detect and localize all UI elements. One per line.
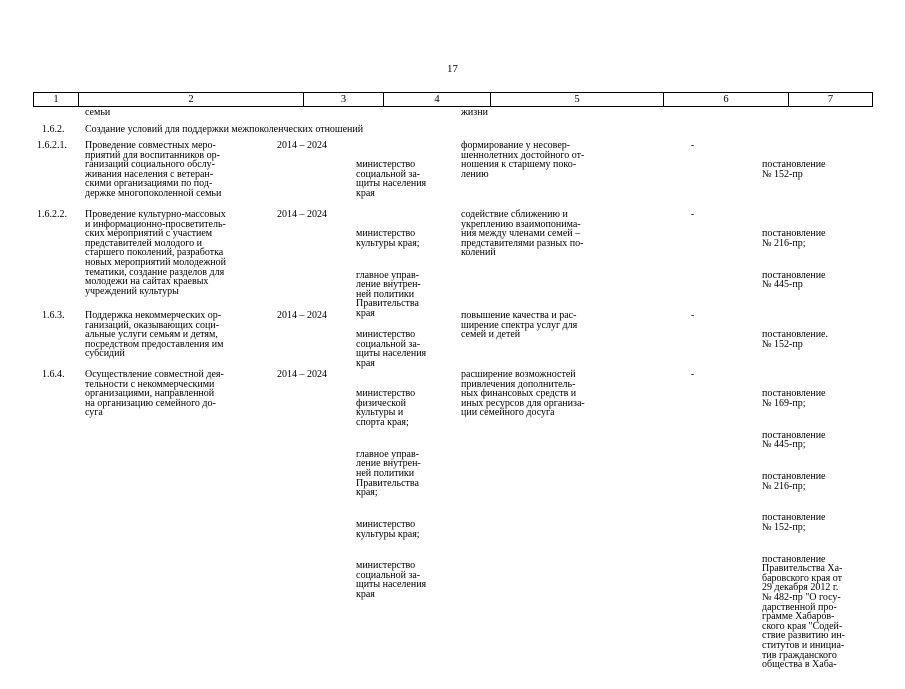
header-col-7: 7 (827, 94, 834, 105)
executor: главное управ- ление внутрен- ней политики Правительства края; (356, 448, 421, 499)
documents (762, 210, 825, 309)
period: 2014 – 2024 (277, 209, 327, 220)
document: постановление № 445-пр (762, 269, 826, 291)
document: постановление № 152-пр (762, 159, 826, 180)
document: постановление № 152-пр; (762, 512, 826, 533)
continued-text-col2: семьи (85, 107, 111, 118)
continued-text-col5: жизни (461, 107, 488, 118)
executor: министерство социальной за- щиты населения края (356, 560, 427, 601)
executors (356, 370, 426, 619)
indicator: - (691, 310, 695, 321)
row-number: 1.6.4. (42, 369, 65, 380)
header-col-6: 6 (664, 93, 789, 106)
indicator: - (691, 140, 695, 151)
executor: главное управ- ление внутрен- ней политики Правительства края (356, 269, 421, 319)
row-number: 1.6.2.1. (37, 140, 67, 151)
period: 2014 – 2024 (277, 140, 327, 151)
header-col-5: 5 (491, 93, 664, 106)
activity-name: Проведение совместных меро- приятий для воспитанников ор- ганизаций социального обслу- живания населения с ветеран- скими организациями по под- держке многопоколенной семьи (85, 140, 222, 199)
documents (762, 141, 825, 199)
activity-name: Осуществление совместной дея- тельности с некоммерческими организациями, направленной на организацию семейного до- суга (85, 369, 224, 419)
header-col-2: 2 (79, 93, 304, 106)
expected-result: расширение возможностей привлечения дополнитель- ных финансовых средств и иных ресурсов для организа- ции семейного досуга (461, 369, 585, 419)
row-number: 1.6.2.2. (37, 209, 67, 220)
executor: министерство социальной за- щиты населения края (356, 329, 427, 369)
expected-result: повышение качества и рас- ширение спектра услуг для семей и детей (461, 310, 578, 341)
expected-result: содействие сближению и укреплению взаимопонима- ния между членами семей – представителями разных по- колений (461, 209, 584, 259)
header-col-4: 4 (384, 93, 491, 106)
indicator: - (691, 209, 695, 220)
document: постановление № 216-пр; (762, 470, 826, 492)
section-title: Создание условий для поддержки межпоколенческих отношений (85, 124, 364, 135)
executor: министерство физической культуры и спорта края; (356, 388, 416, 428)
documents (762, 370, 845, 689)
row-number: 1.6.3. (42, 310, 65, 321)
indicator: - (691, 369, 695, 380)
document: постановление № 169-пр; (762, 388, 826, 409)
documents (762, 311, 828, 369)
table-header (33, 92, 873, 107)
header-col-3: 3 (304, 93, 384, 106)
period: 2014 – 2024 (277, 310, 327, 321)
header-col-1: 1 (34, 93, 79, 106)
period: 2014 – 2024 (277, 369, 327, 380)
activity-name: Проведение культурно-массовых и информационно-просветитель- ских мероприятий с участием представителей молодого и старшего поколений, разработка новых мероприятий молодежной тематики, создание разделов для молодежи на сайтах краевых учреждений культуры (85, 209, 226, 297)
activity-name: Поддержка некоммерческих ор- ганизаций, оказывающих соци- альные услуги семьям и детям, посредством предоставления им субсидий (85, 310, 224, 360)
document: постановление № 216-пр; (762, 228, 826, 249)
executor: министерство социальной за- щиты населения края (356, 159, 427, 199)
executor: министерство культуры края; (356, 518, 420, 540)
executor: министерство культуры края; (356, 228, 420, 249)
document: постановление № 445-пр; (762, 429, 826, 451)
executors (356, 141, 426, 218)
document: постановление Правительства Ха- баровского края от 29 декабря 2012 г. № 482-пр "О госу- дарственной про- грамме Хабаров- ского края "Содей- ствие развитию ин- ститутов и инициа- тив гражданского общества в Хаба- (762, 553, 846, 671)
section-number: 1.6.2. (42, 124, 65, 135)
expected-result: формирование у несовер- шеннолетних достойного от- ношения к старшему поко- лению (461, 140, 585, 180)
page-number: 17 (447, 63, 458, 75)
document: постановление. № 152-пр (762, 329, 828, 350)
